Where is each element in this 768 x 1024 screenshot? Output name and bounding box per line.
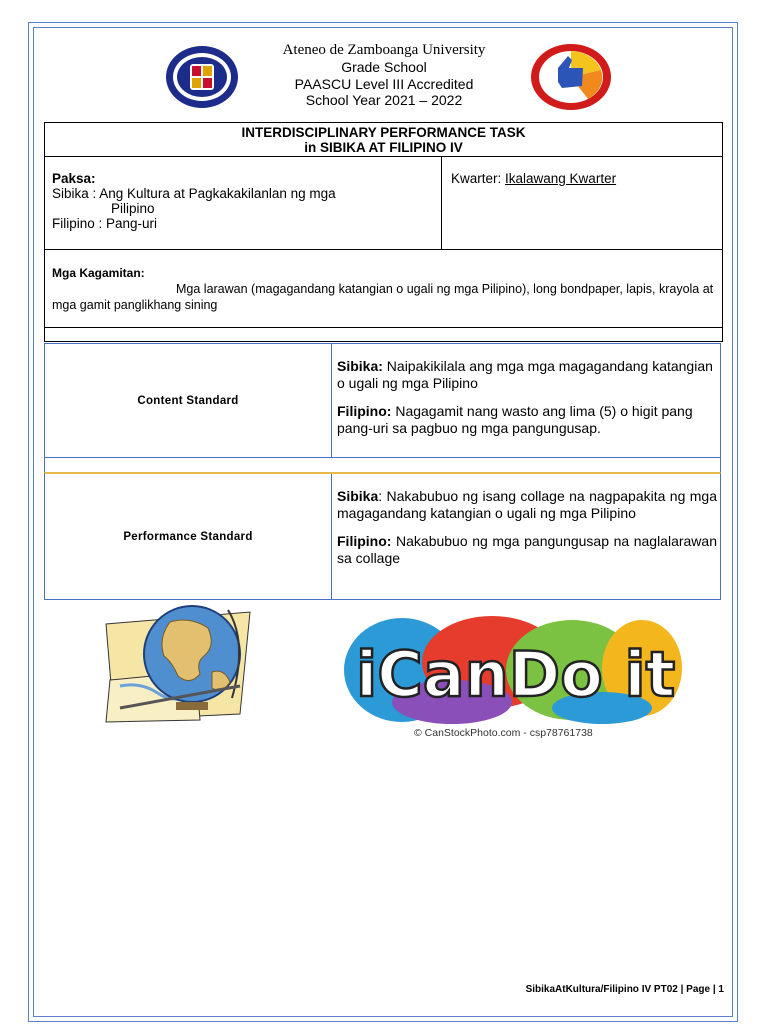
sibika-content: : Nakabubuo ng isang collage na nagpapakita ng mga magagandang katangian o ugali ng mga Pilipino [337,488,717,521]
content-standard-row [44,343,721,458]
kagamitan-text: Mga larawan (magagandang katangian o ugali ng mga Pilipino), long bondpaper, lapis, krayola at mga gamit panglikhang sining [52,282,714,312]
performance-standard-label: Performance Standard [45,474,332,599]
i-can-do-it-image [342,612,682,740]
sibika-label: Sibika: [337,358,383,374]
paksa-label: Paksa: [52,171,96,186]
task-table [44,122,723,342]
table-spacer [44,458,721,472]
task-title [45,123,722,157]
content-standard-text [337,344,717,471]
kagamitan-cell [52,265,717,313]
performance-standard-row [44,472,721,600]
filipino-content: Nakabubuo ng mga pangungusap na naglalarawan sa collage [337,533,717,566]
kwarter-cell [451,171,616,186]
content-standard-label: Content Standard [45,344,332,457]
sibika-content: Naipakikilala ang mga mga magagandang katangian o ugali ng mga Pilipino [337,358,713,391]
paksa-row [45,157,722,250]
filipino-label: Filipino: [337,533,392,549]
school-year: School Year 2021 – 2022 [305,92,463,108]
sibika-topic-line2: Pilipino [111,201,155,216]
school-header [0,42,768,109]
divider [441,157,442,249]
filipino-topic: Filipino : Pang-uri [52,216,158,231]
sibika-label: Sibika [337,488,379,504]
icando-text: iCanDo it [356,638,676,711]
accreditation: PAASCU Level III Accredited [294,75,474,92]
image-credit: © CanStockPhoto.com - csp78761738 [414,727,593,739]
task-title-line1: INTERDISCIPLINARY PERFORMANCE TASK [241,125,526,140]
task-title-line2: in SIBIKA AT FILIPINO IV [304,140,463,155]
kwarter-value: Ikalawang Kwarter [505,171,617,186]
university-name: Ateneo de Zamboanga University [282,42,486,58]
school-name: Grade School [341,59,427,75]
kagamitan-label: Mga Kagamitan: [52,266,145,280]
paksa-cell [52,171,336,231]
filipino-label: Filipino: [337,403,392,419]
performance-standard-text [337,474,717,613]
divider [45,327,722,328]
page-footer: SibikaAtKultura/Filipino IV PT02 | Page | 1 [525,984,724,995]
sibika-topic-line1: Sibika : Ang Kultura at Pagkakakilanlan ng mga [52,186,336,201]
kwarter-label: Kwarter: [451,171,506,186]
filipino-content: Nagagamit nang wasto ang lima (5) o higit pang pang-uri sa pagbuo ng mga pangungusap. [337,403,693,436]
globe-map-clipart [100,602,256,726]
